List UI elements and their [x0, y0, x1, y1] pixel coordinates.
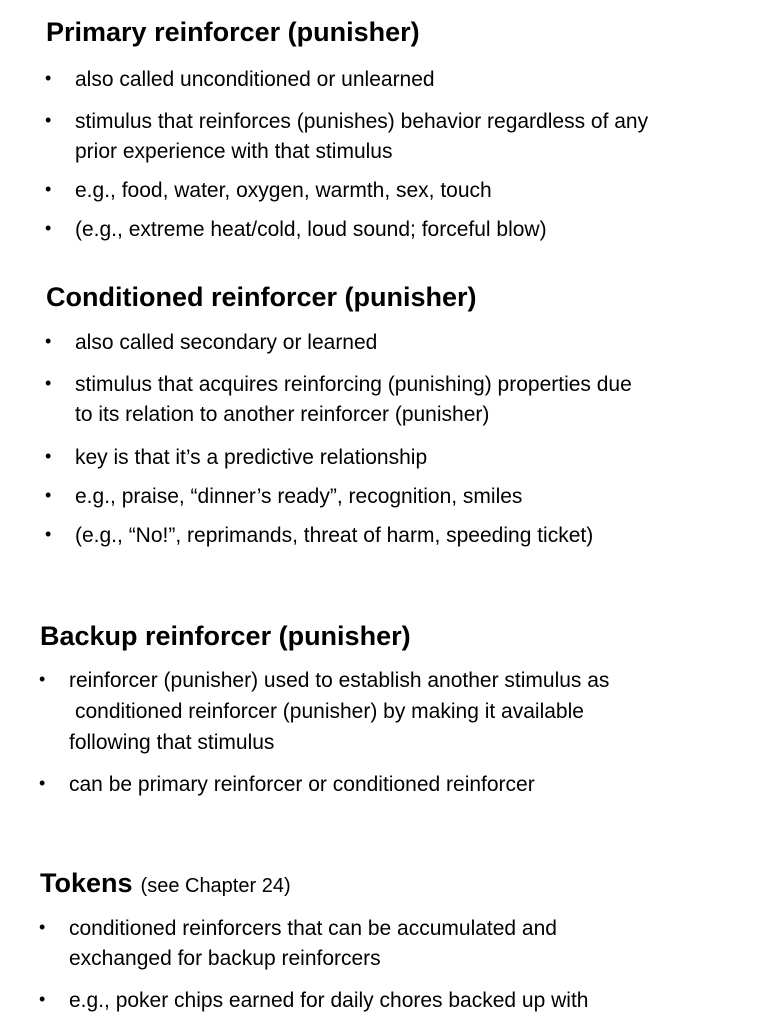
bullet-icon: •	[39, 669, 46, 689]
bullet-icon: •	[45, 179, 52, 199]
section-heading: Primary reinforcer (punisher)	[46, 17, 420, 47]
list-item-continuation: to its relation to another reinforcer (punisher)	[75, 403, 490, 426]
list-item: e.g., praise, “dinner’s ready”, recognition, smiles	[75, 485, 523, 508]
list-item: stimulus that reinforces (punishes) behavior regardless of any	[75, 110, 649, 133]
section-heading	[40, 867, 291, 902]
bullet-icon: •	[45, 446, 52, 466]
bullet-icon: •	[45, 485, 52, 505]
list-item: (e.g., “No!”, reprimands, threat of harm, speeding ticket)	[75, 524, 594, 547]
section-heading: Conditioned reinforcer (punisher)	[46, 282, 477, 312]
list-item-continuation: prior experience with that stimulus	[75, 140, 393, 163]
list-item: also called unconditioned or unlearned	[75, 68, 435, 91]
bullet-icon: •	[45, 373, 52, 393]
list-item: stimulus that acquires reinforcing (punishing) properties due	[75, 373, 632, 396]
bullet-icon: •	[45, 524, 52, 544]
list-item: e.g., poker chips earned for daily chores backed up with	[69, 989, 589, 1012]
section-heading-title: Tokens	[40, 868, 133, 898]
bullet-icon: •	[45, 68, 52, 88]
list-item: can be primary reinforcer or conditioned reinforcer	[69, 773, 535, 796]
list-item-continuation: conditioned reinforcer (punisher) by making it available	[75, 700, 584, 723]
bullet-icon: •	[39, 989, 46, 1009]
list-item: conditioned reinforcers that can be accumulated and	[69, 917, 557, 940]
list-item: (e.g., extreme heat/cold, loud sound; forceful blow)	[75, 218, 547, 241]
section-heading-aside: (see Chapter 24)	[140, 875, 291, 897]
bullet-icon: •	[39, 917, 46, 937]
list-item: e.g., food, water, oxygen, warmth, sex, touch	[75, 179, 492, 202]
bullet-icon: •	[39, 773, 46, 793]
section-heading: Backup reinforcer (punisher)	[40, 621, 411, 651]
bullet-icon: •	[45, 110, 52, 130]
bullet-icon: •	[45, 331, 52, 351]
list-item-continuation: following that stimulus	[69, 731, 275, 754]
list-item-continuation: exchanged for backup reinforcers	[69, 947, 381, 970]
list-item: also called secondary or learned	[75, 331, 378, 354]
list-item: key is that it’s a predictive relationship	[75, 446, 428, 469]
list-item: reinforcer (punisher) used to establish another stimulus as	[69, 669, 610, 692]
bullet-icon: •	[45, 218, 52, 238]
